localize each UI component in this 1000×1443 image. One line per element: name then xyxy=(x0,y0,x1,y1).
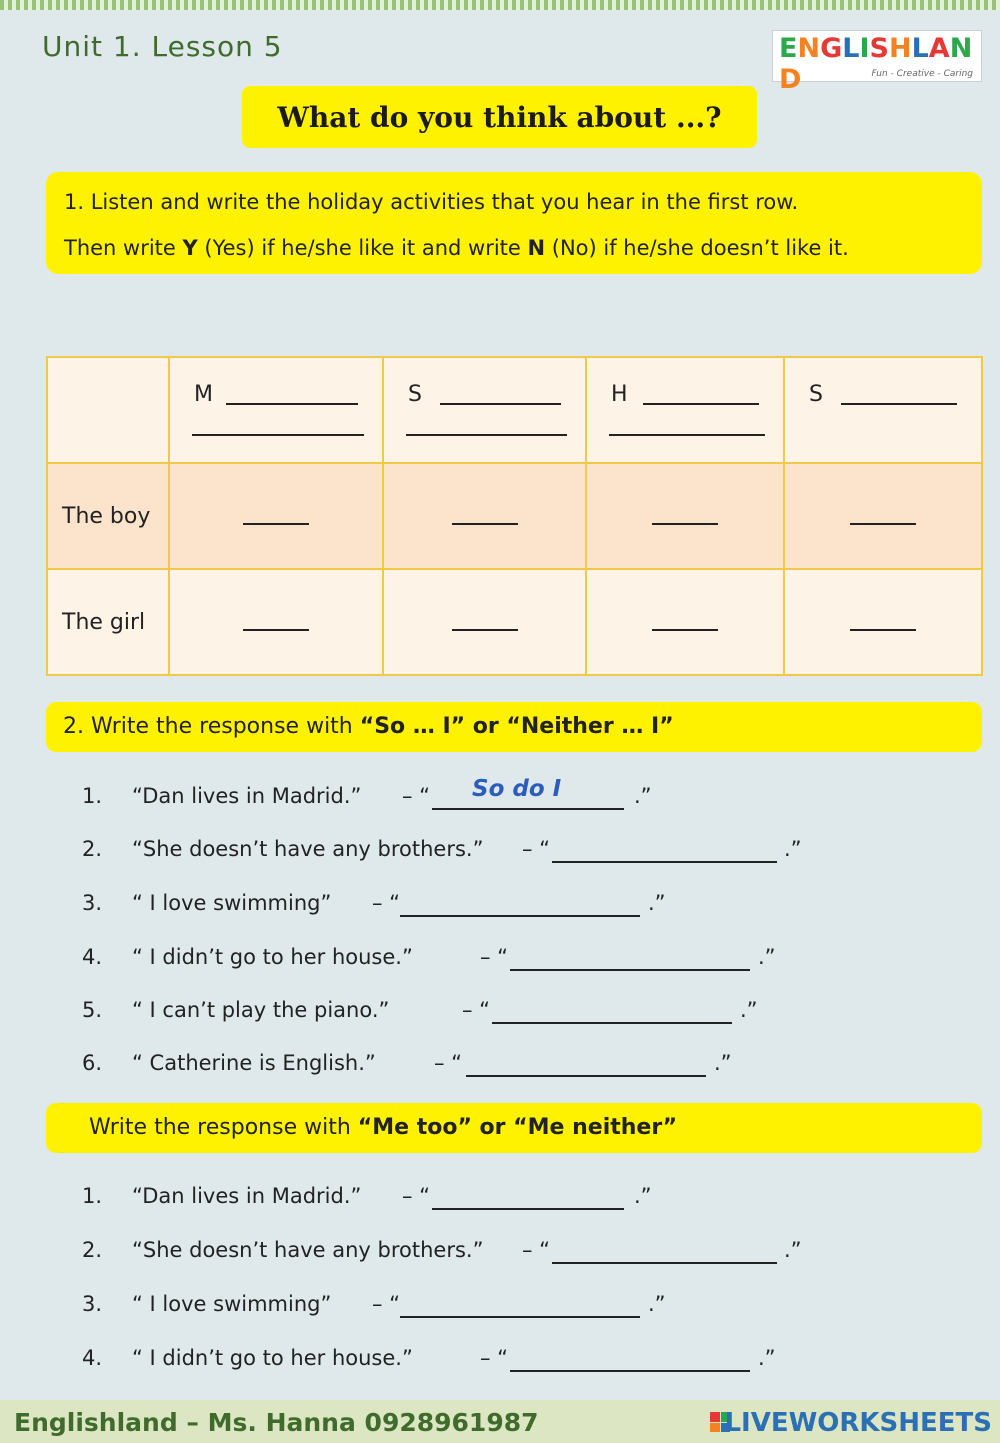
exercise-item xyxy=(82,945,882,975)
activity-initial: S xyxy=(809,382,823,407)
answer-cell[interactable] xyxy=(169,463,383,569)
exercise-item xyxy=(82,998,882,1028)
row-label-boy: The boy xyxy=(47,463,169,569)
response-close-quote: .” xyxy=(634,1184,652,1208)
response-blank[interactable] xyxy=(400,891,640,917)
section-2-title-text: 2. Write the response with xyxy=(63,714,360,739)
response-open-quote: – “ xyxy=(462,998,491,1022)
response-open-quote: – “ xyxy=(402,1184,431,1208)
item-number: 1. xyxy=(82,784,103,808)
answer-cell[interactable] xyxy=(169,569,383,675)
instruction-text: (No) if he/she doesn’t like it. xyxy=(545,236,849,260)
table-row xyxy=(47,463,982,569)
exercise-item xyxy=(82,837,882,867)
item-prompt: “She doesn’t have any brothers.” xyxy=(132,837,484,861)
response-blank[interactable] xyxy=(492,998,732,1024)
activity-cell[interactable] xyxy=(169,357,383,463)
response-blank[interactable] xyxy=(432,776,624,810)
item-number: 3. xyxy=(82,1292,103,1316)
logo-letter: H xyxy=(888,33,912,64)
lesson-title: Unit 1. Lesson 5 xyxy=(42,30,283,63)
exercise-item xyxy=(82,1292,882,1322)
activity-blank[interactable] xyxy=(226,403,358,405)
activity-cell[interactable] xyxy=(784,357,982,463)
activity-blank[interactable] xyxy=(643,403,759,405)
activity-blank[interactable] xyxy=(440,403,561,405)
response-close-quote: .” xyxy=(648,891,666,915)
logo-letter: N xyxy=(949,33,973,64)
footer-credit: Englishland – Ms. Hanna 0928961987 xyxy=(14,1408,539,1437)
response-close-quote: .” xyxy=(714,1051,732,1075)
item-number: 5. xyxy=(82,998,103,1022)
response-close-quote: .” xyxy=(740,998,758,1022)
filled-answer: So do I xyxy=(472,776,562,802)
section-2-title xyxy=(63,714,674,739)
exercise-item xyxy=(82,891,882,921)
item-prompt: “ I didn’t go to her house.” xyxy=(132,945,413,969)
item-prompt: “She doesn’t have any brothers.” xyxy=(132,1238,484,1262)
liveworksheets-brand[interactable]: LIVEWORKSHEETS xyxy=(724,1408,992,1438)
item-number: 4. xyxy=(82,945,103,969)
yn-blank[interactable] xyxy=(850,521,916,525)
exercise-item xyxy=(82,1051,882,1081)
activity-blank[interactable] xyxy=(609,434,765,436)
yn-blank[interactable] xyxy=(452,627,518,631)
worksheet-title: What do you think about ...? xyxy=(242,86,757,148)
item-prompt: “ I can’t play the piano.” xyxy=(132,998,390,1022)
response-blank[interactable] xyxy=(466,1051,706,1077)
empty-corner-cell xyxy=(47,357,169,463)
yn-blank[interactable] xyxy=(850,627,916,631)
response-blank[interactable] xyxy=(510,945,750,971)
logo-letter: S xyxy=(869,33,889,64)
logo-letter: N xyxy=(797,33,821,64)
section-3-title-bold: “Me too” or “Me neither” xyxy=(357,1115,678,1140)
item-prompt: “ I love swimming” xyxy=(132,891,332,915)
exercise-item xyxy=(82,1238,882,1268)
yn-blank[interactable] xyxy=(652,627,718,631)
activity-cell[interactable] xyxy=(383,357,586,463)
checkered-border xyxy=(0,0,1000,10)
logo-letter: G xyxy=(820,33,843,64)
instructions-box xyxy=(46,172,982,274)
response-blank[interactable] xyxy=(552,1238,777,1264)
logo-letter: A xyxy=(928,33,950,64)
activity-cell[interactable] xyxy=(586,357,784,463)
response-open-quote: – “ xyxy=(522,1238,551,1262)
instruction-line-1: 1. Listen and write the holiday activities that you hear in the first row. xyxy=(64,190,799,214)
item-number: 4. xyxy=(82,1346,103,1370)
item-number: 3. xyxy=(82,891,103,915)
instruction-text: (Yes) if he/she like it and write xyxy=(197,236,528,260)
answer-cell[interactable] xyxy=(383,569,586,675)
yn-blank[interactable] xyxy=(452,521,518,525)
item-prompt: “ I didn’t go to her house.” xyxy=(132,1346,413,1370)
activity-blank[interactable] xyxy=(192,434,364,436)
activity-initial: M xyxy=(194,382,213,407)
exercise-item xyxy=(82,776,882,814)
answer-cell[interactable] xyxy=(784,463,982,569)
response-open-quote: – “ xyxy=(522,837,551,861)
englishland-logo xyxy=(772,30,982,95)
yn-blank[interactable] xyxy=(652,521,718,525)
answer-cell[interactable] xyxy=(383,463,586,569)
exercise-item xyxy=(82,1184,882,1214)
response-open-quote: – “ xyxy=(434,1051,463,1075)
response-blank[interactable] xyxy=(432,1184,624,1210)
logo-letter: L xyxy=(911,33,929,64)
table-header-row xyxy=(47,357,982,463)
no-letter: N xyxy=(527,236,546,260)
response-open-quote: – “ xyxy=(480,1346,509,1370)
response-close-quote: .” xyxy=(648,1292,666,1316)
logo-letter: E xyxy=(779,33,798,64)
item-prompt: “Dan lives in Madrid.” xyxy=(132,1184,362,1208)
logo-letter: I xyxy=(859,33,870,64)
response-open-quote: – “ xyxy=(372,891,401,915)
section-3-heading xyxy=(46,1103,982,1153)
logo-tagline: Fun - Creative - Caring xyxy=(871,69,973,79)
table-row xyxy=(47,569,982,675)
answer-cell[interactable] xyxy=(586,463,784,569)
response-close-quote: .” xyxy=(758,1346,776,1370)
logo-letter: L xyxy=(842,33,860,64)
activity-blank[interactable] xyxy=(406,434,567,436)
item-number: 2. xyxy=(82,1238,103,1262)
item-prompt: “ I love swimming” xyxy=(132,1292,332,1316)
section-2-title-bold: “So … I” or “Neither … I” xyxy=(359,714,674,739)
response-blank[interactable] xyxy=(552,837,777,863)
response-open-quote: – “ xyxy=(372,1292,401,1316)
response-close-quote: .” xyxy=(758,945,776,969)
logo-wordmark xyxy=(779,33,981,95)
row-label-girl: The girl xyxy=(47,569,169,675)
yn-blank[interactable] xyxy=(243,521,309,525)
response-close-quote: .” xyxy=(634,784,652,808)
activity-initial: S xyxy=(408,382,422,407)
activities-table xyxy=(46,356,983,676)
response-open-quote: – “ xyxy=(480,945,509,969)
yn-blank[interactable] xyxy=(243,627,309,631)
exercise-item xyxy=(82,1346,882,1376)
response-blank[interactable] xyxy=(400,1292,640,1318)
activity-initial: H xyxy=(611,382,628,407)
instruction-text: Then write xyxy=(64,236,183,260)
logo-letter: D xyxy=(779,64,802,95)
item-prompt: “Dan lives in Madrid.” xyxy=(132,784,362,808)
instruction-line-2 xyxy=(64,236,849,260)
response-close-quote: .” xyxy=(784,1238,802,1262)
item-number: 2. xyxy=(82,837,103,861)
item-number: 1. xyxy=(82,1184,103,1208)
section-3-title-text: Write the response with xyxy=(89,1115,358,1140)
section-3-title xyxy=(89,1115,677,1140)
response-close-quote: .” xyxy=(784,837,802,861)
item-number: 6. xyxy=(82,1051,103,1075)
response-open-quote: – “ xyxy=(402,784,431,808)
activity-blank[interactable] xyxy=(841,403,957,405)
item-prompt: “ Catherine is English.” xyxy=(132,1051,376,1075)
yes-letter: Y xyxy=(182,236,198,260)
answer-cell[interactable] xyxy=(784,569,982,675)
section-2-heading xyxy=(46,702,982,752)
answer-cell[interactable] xyxy=(586,569,784,675)
footer xyxy=(0,1400,1000,1443)
response-blank[interactable] xyxy=(510,1346,750,1372)
